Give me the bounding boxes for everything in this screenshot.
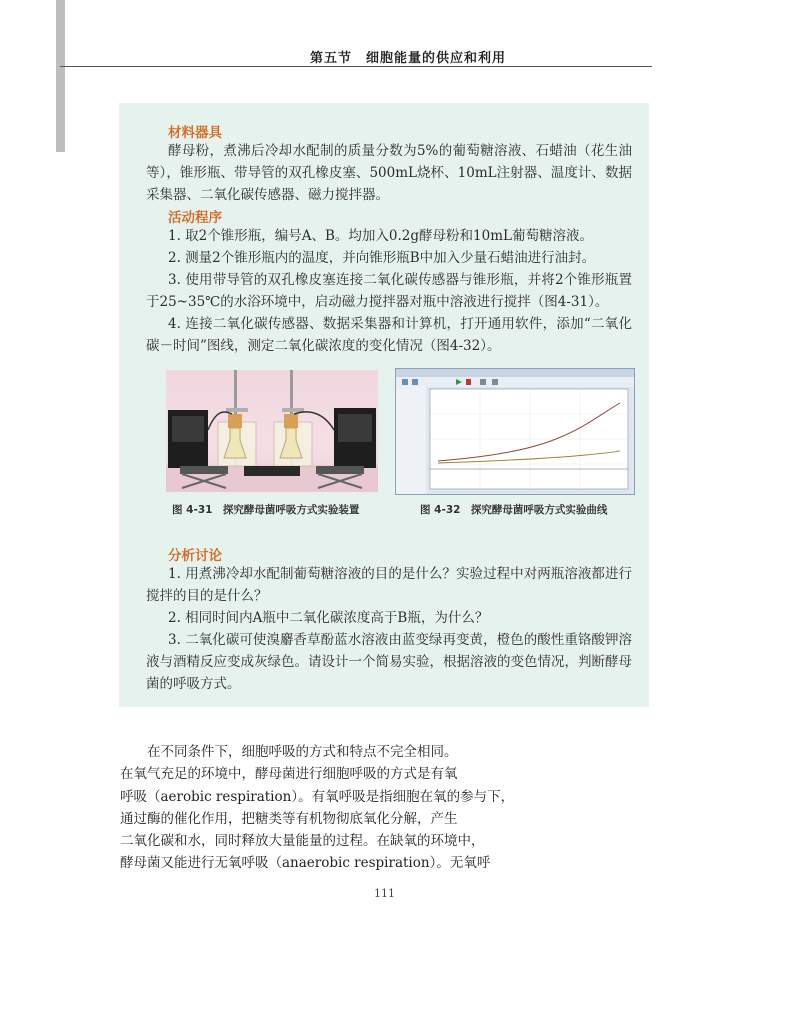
body-line: 呼吸（aerobic respiration）。有氧呼吸是指细胞在氧的参与下，: [120, 788, 515, 805]
procedure-step-3: 3. 使用带导管的双孔橡皮塞连接二氧化碳传感器与锥形瓶，并将2个锥形瓶置于25~35℃的水浴环境中，启动磁力搅拌器对瓶中溶液进行搅拌（图4-31）。: [146, 272, 632, 310]
procedure-step-1: 1. 取2个锥形瓶，编号A、B。均加入0.2g酵母粉和10mL葡萄糖溶液。: [168, 228, 593, 244]
running-head: 第五节 细胞能量的供应和利用: [310, 51, 507, 66]
discussion-question-1: 1. 用煮沸冷却水配制葡萄糖溶液的目的是什么？实验过程中对两瓶溶液都进行搅拌的目的是什么？: [146, 566, 632, 604]
procedure-step-4: 4. 连接二氧化碳传感器、数据采集器和计算机，打开通用软件，添加“二氧化碳－时间”图线，测定二氧化碳浓度的变化情况（图4-32）。: [146, 316, 632, 354]
figure-4-32-caption: 图 4-32 探究酵母菌呼吸方式实验曲线: [420, 504, 608, 516]
discussion-question-2: 2. 相同时间内A瓶中二氧化碳浓度高于B瓶，为什么？: [168, 610, 489, 626]
figure-4-31-caption: 图 4-31 探究酵母菌呼吸方式实验装置: [172, 504, 360, 516]
body-line: 二氧化碳和水，同时释放大量能量的过程。在缺氧的环境中，: [120, 833, 485, 850]
body-line: 在氧气充足的环境中，酵母菌进行细胞呼吸的方式是有氧: [120, 766, 458, 783]
page-number: 111: [374, 887, 395, 900]
procedure-title: 活动程序: [168, 210, 222, 226]
discussion-title: 分析讨论: [168, 548, 222, 564]
header-rule: [60, 66, 652, 67]
body-paragraph: [120, 741, 515, 875]
body-line: 在不同条件下，细胞呼吸的方式和特点不完全相同。: [147, 744, 458, 760]
body-line: 通过酶的催化作用，把糖类等有机物彻底氧化分解，产生: [120, 810, 458, 827]
procedure-step-2: 2. 测量2个锥形瓶内的温度，并向锥形瓶B中加入少量石蜡油进行油封。: [168, 250, 596, 266]
binding-edge: [56, 0, 65, 152]
materials-text: 酵母粉，煮沸后冷却水配制的质量分数为5%的葡萄糖溶液、石蜡油（花生油等），锥形瓶、带导管的双孔橡皮塞、500mL烧杯、10mL注射器、温度计、数据采集器、二氧化碳传感器、磁力搅拌器。: [146, 143, 632, 203]
apparatus-photo: [166, 370, 378, 492]
materials-title: 材料器具: [168, 125, 222, 141]
software-curve-screenshot: [395, 368, 635, 495]
body-line: 酵母菌又能进行无氧呼吸（anaerobic respiration）。无氧呼: [120, 855, 491, 872]
discussion-question-3: 3. 二氧化碳可使溴麝香草酚蓝水溶液由蓝变绿再变黄，橙色的酸性重铬酸钾溶液与酒精反应变成灰绿色。请设计一个简易实验，根据溶液的变色情况，判断酵母菌的呼吸方式。: [146, 632, 632, 692]
